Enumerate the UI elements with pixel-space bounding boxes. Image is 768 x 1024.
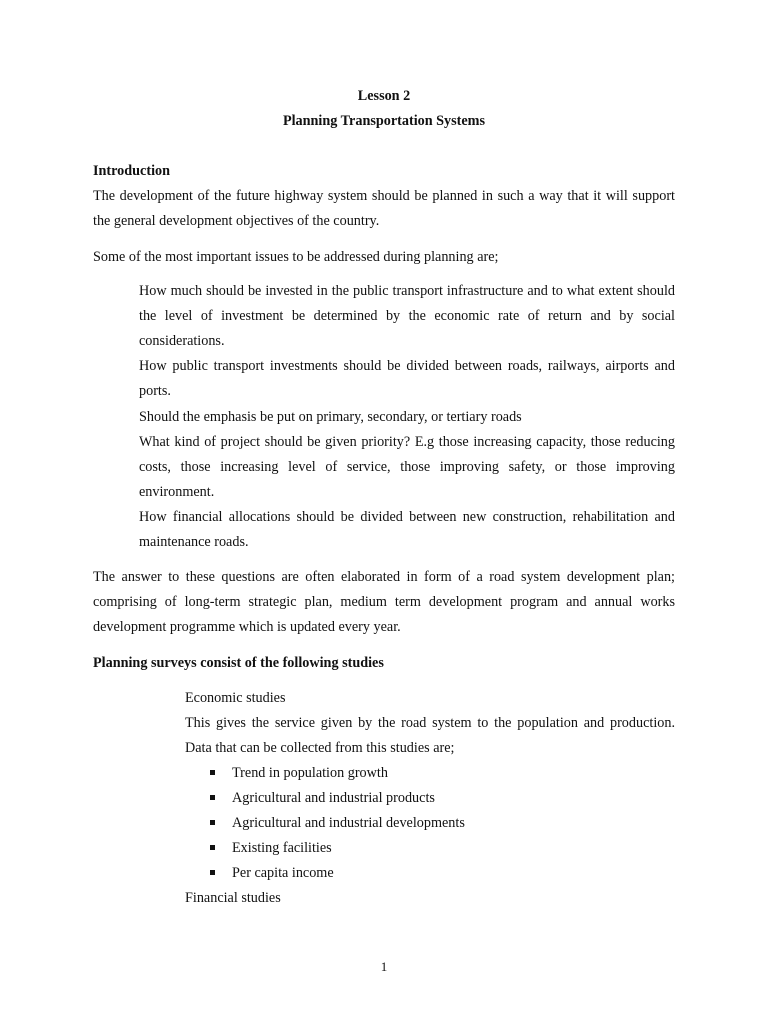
list-item: Agricultural and industrial developments xyxy=(185,811,675,836)
square-bullet-icon xyxy=(210,770,215,775)
issue-item: What kind of project should be given priority? E.g those increasing capacity, those reducing costs, those increasing level of service, those improving safety, or those improving environment. xyxy=(139,434,675,500)
list-item: Per capita income xyxy=(185,861,675,886)
square-bullet-icon xyxy=(210,795,215,800)
lesson-label: Lesson 2 xyxy=(357,88,411,104)
issue-item: Should the emphasis be put on primary, secondary, or tertiary roads xyxy=(139,409,522,425)
issue-item: How much should be invested in the public transport infrastructure and to what extent should the level of investment be determined by the economic rate of return and by social considerations. xyxy=(139,283,675,349)
list-item: Agricultural and industrial products xyxy=(185,786,675,811)
answer-paragraph: The answer to these questions are often elaborated in form of a road system development plan; comprising of long-term strategic plan, medium term development program and annual works development programme which is updated every year. xyxy=(93,569,675,635)
lesson-title: Planning Transportation Systems xyxy=(282,113,486,129)
square-bullet-icon xyxy=(210,845,215,850)
square-bullet-icon xyxy=(210,870,215,875)
intro-paragraph: The development of the future highway system should be planned in such a way that it will support the general development objectives of the country. xyxy=(93,188,675,229)
list-item: Existing facilities xyxy=(185,836,675,861)
intro-heading: Introduction xyxy=(93,163,170,179)
issue-item: How financial allocations should be divided between new construction, rehabilitation and maintenance roads. xyxy=(139,509,675,550)
issues-intro: Some of the most important issues to be addressed during planning are; xyxy=(93,249,499,265)
issue-item: How public transport investments should be divided between roads, railways, airports and ports. xyxy=(139,358,675,399)
economic-heading: Economic studies xyxy=(185,690,286,706)
economic-data-list xyxy=(185,761,675,886)
page-number: 1 xyxy=(380,959,388,974)
surveys-heading: Planning surveys consist of the following studies xyxy=(93,655,384,671)
financial-heading: Financial studies xyxy=(185,890,281,906)
square-bullet-icon xyxy=(210,820,215,825)
economic-paragraph: This gives the service given by the road system to the population and production. Data that can be collected from this studies are; xyxy=(185,715,675,756)
list-item: Trend in population growth xyxy=(185,761,675,786)
